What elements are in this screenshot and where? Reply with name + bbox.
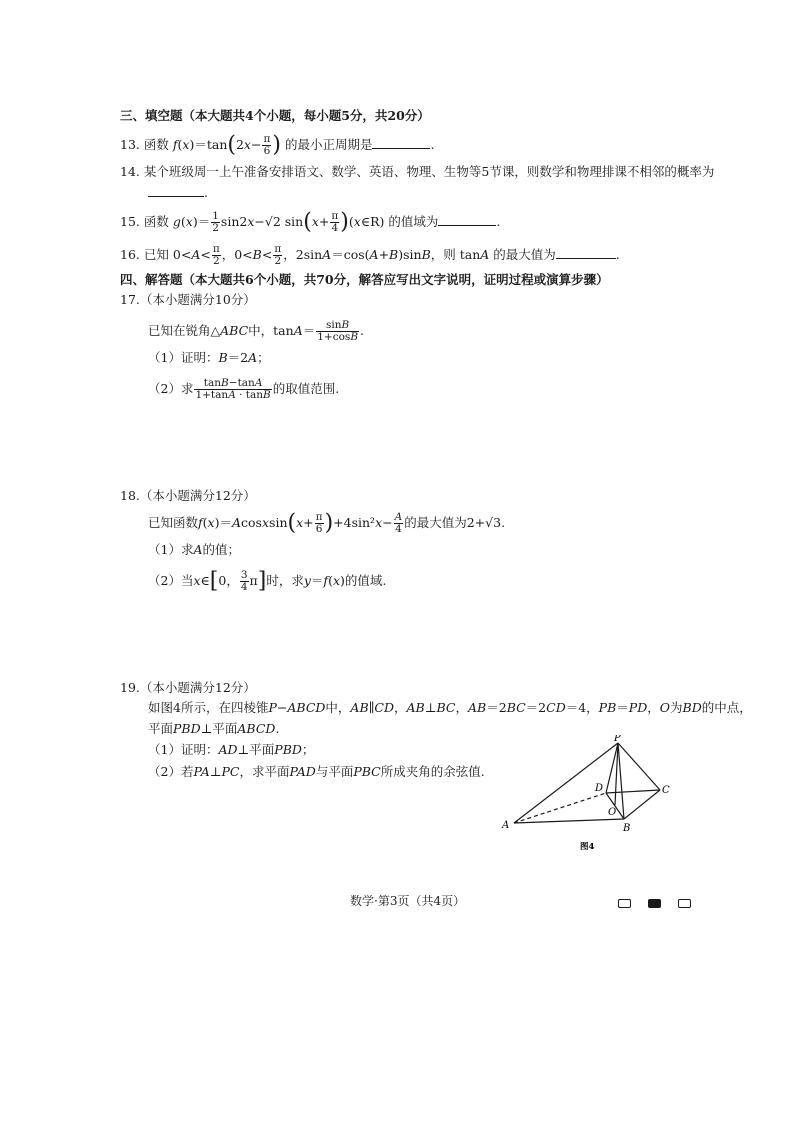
q18-part1-label: （1）求 [148,542,194,557]
q14-text: 某个班级周一上午准备安排语文、数学、英语、物理、生物等5节课，则数学和物理排课不相邻的概率为 [143,164,715,179]
question-13: 13. 函数 f(x)＝tan(2x− $\frac{\pi}{6}$ ) 的最小正周期是 . [120,132,435,158]
q17-header [120,292,256,308]
q16-number: 16. [120,247,140,262]
q17-stem-pre: 已知在锐角△ [148,323,221,338]
q15-number: 15. [120,214,140,229]
edge-pb [618,743,624,819]
edge-ab [514,819,624,823]
q19-part1-mid: ⊥平面 [237,742,275,757]
q18-part1: （1）求A的值； [148,542,240,557]
q14-answer-blank [148,184,204,197]
q19-stem-line1: 如图4所示，在四棱锥P−ABCD中，AB∥CD，AB⊥BC，AB＝2BC＝2CD＝4，PB＝PD，O为BD的中点， [148,700,752,715]
q16-post2: 的最大值为 [493,247,556,262]
label-d: D [595,783,604,794]
q16-post: ，则 tan [430,247,481,262]
q17-stem: 已知在锐角△ABC中，tanA＝ $\frac{\sin B}{1+\cos B}$ . [148,319,365,343]
q17-number: 17. [120,292,140,307]
q17-stem-mid: 中， [248,323,274,338]
q15-answer-blank [438,213,496,226]
q19-part2-label: （2）若 [148,764,194,779]
q19-stem-line2: 平面PBD⊥平面ABCD. [148,721,280,736]
q13-number: 13. [120,137,140,152]
question-14 [120,164,714,180]
q18-score: （本小题满分12分） [139,488,256,503]
q19-stem1-pre: 如图4所示，在四棱锥 [148,700,269,715]
q19-stem1-tail: 为 [670,700,683,715]
q19-number: 19. [120,680,140,695]
q19-part2: （2）若PA⊥PC，求平面PAD与平面PBC所成夹角的余弦值. [148,764,485,779]
q18-number: 18. [120,488,140,503]
question-15: 15. 函数 g(x)＝ $\frac{1}{2}$ sin2x−√2 sin(x+ $\frac{\pi}{4}$ )(x∈R) 的值域为 . [120,209,501,235]
question-16: 16. 已知 0<A< $\frac{\pi}{2}$ ，0<B< $\frac{\pi}{2}$ ，2sinA＝cos(A+B)sinB，则 tanA 的最大值为 . [120,243,620,267]
edge-ad [514,793,606,823]
q19-stem2-mid: ⊥平面 [200,721,238,736]
pyramid-figure [500,735,680,855]
q14-number: 14. [120,164,140,179]
q18-stem-pre: 已知函数 [148,515,199,530]
q19-stem2-pre: 平面 [148,721,174,736]
page-footer: 数学·第3页（共4页） [350,894,466,908]
q19-part2-mid: ，求平面 [239,764,290,779]
edge-bc [624,790,660,819]
q18-header [120,488,256,504]
q17-part1-label: （1）证明： [148,350,219,365]
q16-formula: 0<A< $\frac{\pi}{2}$ ，0<B< $\frac{\pi}{2}$ ，2sinA＝cos(A+B)sinB [172,243,431,267]
q16-answer-blank [556,246,616,259]
q18-part2-mid: 时，求 [266,573,304,588]
q13-pre: 函数 [143,137,169,152]
q17-score: （本小题满分10分） [139,292,256,307]
q19-stem1-end: 的中点， [701,700,752,715]
label-p: P [614,735,621,744]
page-markers [618,893,691,912]
q19-header [120,680,256,696]
edge-dc [606,790,660,793]
q13-post: 的最小正周期是 [284,137,373,152]
label-b: B [623,823,631,834]
figure-caption: 图4 [580,842,595,852]
q17-part1: （1）证明：B＝2A； [148,350,270,365]
q13-answer-blank [372,136,430,149]
q15-pre: 函数 [143,214,169,229]
q18-part1-post: 的值； [202,542,240,557]
edge-pc [618,743,660,790]
q18-part2-post: 的值域. [344,573,387,588]
marker-square-icon [618,899,631,908]
label-o: O [608,807,617,818]
q19-score: （本小题满分12分） [139,680,256,695]
q17-part2-label: （2）求 [148,381,194,396]
q19-part2-post: 所成夹角的余弦值. [380,764,485,779]
label-a: A [502,820,510,831]
q19-part1-label: （1）证明： [148,742,219,757]
label-c: C [662,785,670,796]
q18-stem-post: 的最大值为 [404,515,467,530]
q14-answer-line: . [148,184,208,201]
q15-post: 的值域为 [388,214,439,229]
section4-title: 四、解答题（本大题共6个小题，共70分，解答应写出文字说明，证明过程或演算步骤） [120,272,609,287]
q19-part1: （1）证明：AD⊥平面PBD； [148,742,315,757]
q17-part2: （2）求 $\frac{\tan B-\tan A}{1+\tan A \cdot \tan B}$ 的取值范围. [148,377,340,401]
q18-part2-label: （2）当 [148,573,194,588]
q18-part2: （2）当x∈[0， $\frac{3}{4}$ π]时，求y＝f(x)的值域. [148,568,387,594]
q13-formula: f(x)＝tan(2x− $\frac{\pi}{6}$ ) [172,132,281,158]
q17-part2-post: 的取值范围. [272,381,340,396]
marker-square-filled-icon [648,899,661,908]
q16-pre: 已知 [143,247,169,262]
q18-stem: 已知函数f(x)＝Acosxsin(x+ $\frac{\pi}{6}$ )+4sin²x− $\frac{A}{4}$ 的最大值为2+√3. [148,510,506,536]
q19-stem1-post: 中， [325,700,351,715]
q15-formula: g(x)＝ $\frac{1}{2}$ sin2x−√2 sin(x+ $\frac{\pi}{4}$ )(x∈R) [172,209,385,235]
section3-title: 三、填空题（本大题共4个小题，每小题5分，共20分） [120,108,430,123]
marker-square-icon [678,899,691,908]
q19-part2-mid2: 与平面 [315,764,354,779]
